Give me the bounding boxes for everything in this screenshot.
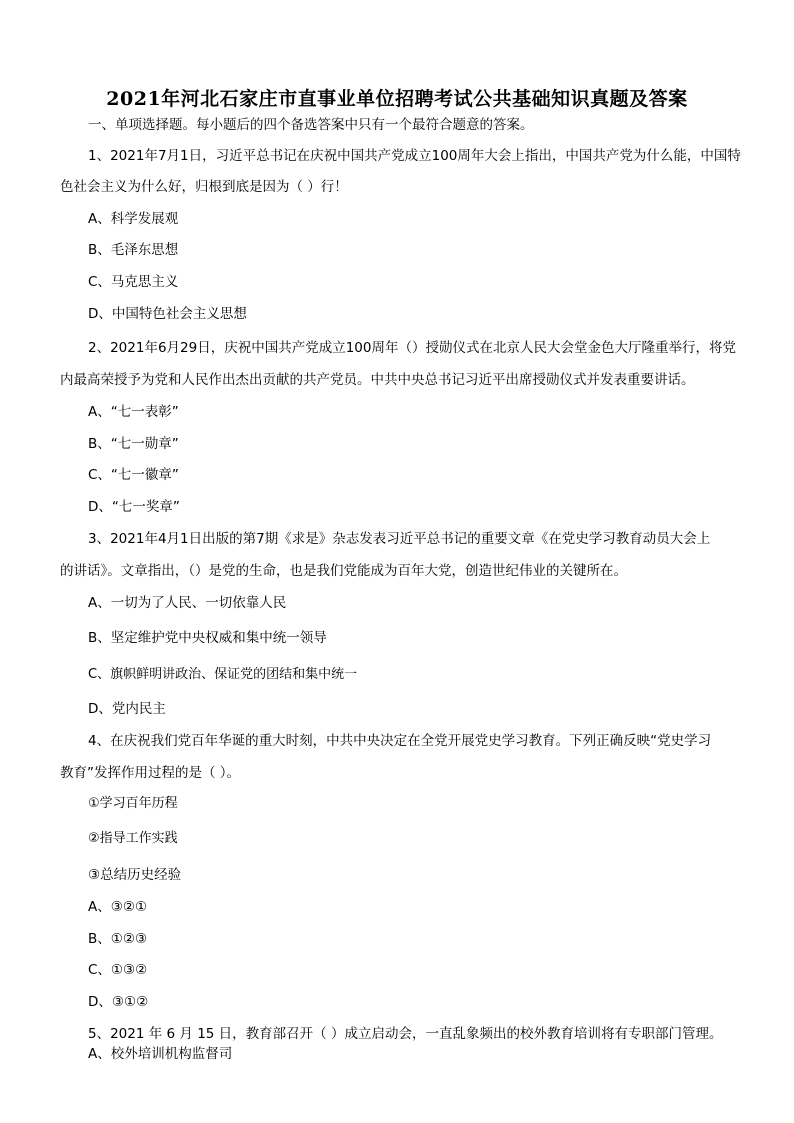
section-heading: 一、单项选择题。每小题后的四个备选答案中只有一个最符合题意的答案。 [88, 117, 534, 133]
question-2-stem-line1: 2、2021年6月29日，庆祝中国共产党成立100周年（）授勋仪式在北京人民大会堂金色大厅隆重举行，将党 [88, 340, 736, 356]
question-3-stem-line1: 3、2021年4月1日出版的第7期《求是》杂志发表习近平总书记的重要文章《在党史学习教育动员大会上 [88, 531, 711, 547]
question-2-option-a: A、“七一表彰” [88, 404, 179, 420]
question-5-option-a: A、校外培训机构监督司 [88, 1046, 233, 1062]
question-1-option-a: A、科学发展观 [88, 211, 179, 227]
question-4-option-a: A、③②① [88, 899, 148, 915]
question-2-option-d: D、“七一奖章” [88, 499, 180, 515]
question-4-option-d: D、③①② [88, 994, 149, 1010]
question-4-option-c: C、①③② [88, 962, 148, 978]
question-4-stem-line1: 4、在庆祝我们党百年华诞的重大时刻，中共中央决定在全党开展党史学习教育。下列正确反映“党史学习 [88, 733, 712, 749]
question-4-item-2: ②指导工作实践 [88, 831, 178, 846]
question-3-option-b: B、坚定维护党中央权威和集中统一领导 [88, 630, 327, 646]
question-4-item-3: ③总结历史经验 [88, 867, 182, 883]
question-5-stem-line1: 5、2021 年 6 月 15 日，教育部召开（ ）成立启动会，一直乱象频出的校外教育培训将有专职部门管理。 [88, 1026, 723, 1042]
question-4-item-1: ①学习百年历程 [88, 796, 178, 811]
question-3-option-a: A、一切为了人民、一切依靠人民 [88, 595, 287, 611]
question-2-stem-line2: 内最高荣授予为党和人民作出杰出贡献的共产党员。中共中央总书记习近平出席授勋仪式并发表重要讲话。 [60, 372, 695, 388]
document-title: 2021年河北石家庄市直事业单位招聘考试公共基础知识真题及答案 [106, 88, 688, 110]
question-3-stem-line2: 的讲话》。文章指出，（）是党的生命，也是我们党能成为百年大党，创造世纪伟业的关键所在。 [60, 563, 627, 579]
question-4-option-b: B、①②③ [88, 931, 148, 947]
question-1-stem-line2: 色社会主义为什么好，归根到底是因为（ ）行！ [60, 179, 348, 195]
question-3-option-d: D、党内民主 [88, 701, 166, 717]
question-2-option-b: B、“七一勋章” [88, 436, 179, 452]
question-1-option-d: D、中国特色社会主义思想 [88, 306, 247, 322]
question-1-option-b: B、毛泽东思想 [88, 242, 179, 258]
question-1-stem-line1: 1、2021年7月1日，习近平总书记在庆祝中国共产党成立100周年大会上指出，中国共产党为什么能，中国特 [88, 148, 741, 164]
question-4-stem-line2: 教育”发挥作用过程的是（ ）。 [60, 765, 241, 781]
question-1-option-c: C、马克思主义 [88, 274, 179, 290]
question-2-option-c: C、“七一徽章” [88, 467, 179, 483]
question-3-option-c: C、旗帜鲜明讲政治、保证党的团结和集中统一 [88, 667, 358, 682]
